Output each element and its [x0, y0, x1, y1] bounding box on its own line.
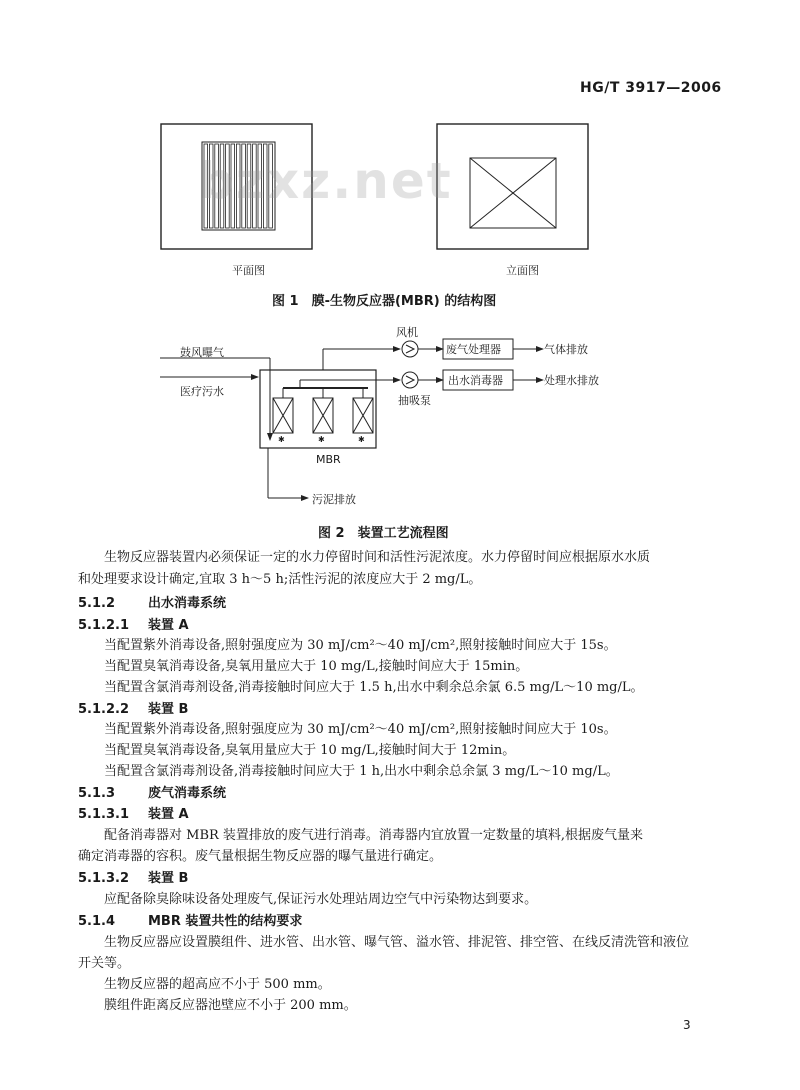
section-number: 5.1.2	[78, 596, 116, 611]
gas-device-a-line2: 确定消毒器的容积。废气量根据生物反应器的曝气量进行确定。	[78, 849, 443, 864]
freeboard-req: 生物反应器的超高应不小于 500 mm。	[104, 977, 331, 992]
pump-label: 抽吸泵	[398, 394, 431, 407]
sludge-outlet-label: 污泥排放	[312, 493, 356, 506]
section-5-1-3-heading	[78, 782, 226, 801]
section-title: 装置 B	[148, 702, 189, 717]
device-b-uv: 当配置紫外消毒设备,照射强度应为 30 mJ/cm²～40 mJ/cm²,照射接触时间应大于 10s。	[104, 722, 617, 737]
plan-view-label: 平面图	[232, 264, 265, 277]
gas-outlet-label: 气体排放	[544, 343, 588, 356]
watermark: bzxz.net	[198, 152, 453, 210]
figure-2-caption: 图 2 装置工艺流程图	[318, 526, 449, 541]
section-title: MBR 装置共性的结构要求	[148, 914, 303, 929]
section-number: 5.1.2.1	[78, 618, 129, 633]
gas-device-a-line1: 配备消毒器对 MBR 装置排放的废气进行消毒。消毒器内宜放置一定数量的填料,根据废气量来	[104, 828, 644, 843]
svg-text:✱: ✱	[358, 435, 365, 444]
section-number: 5.1.4	[78, 914, 116, 929]
page-number: 3	[683, 1018, 691, 1032]
device-a-uv: 当配置紫外消毒设备,照射强度应为 30 mJ/cm²～40 mJ/cm²,照射接触时间应大于 15s。	[104, 638, 617, 653]
standard-code: HG/T 3917—2006	[580, 80, 722, 96]
structure-req-line2: 开关等。	[78, 956, 131, 971]
svg-text:✱: ✱	[278, 435, 285, 444]
aeration-diffusers	[278, 435, 365, 444]
inlet-air-label: 鼓风曝气	[180, 346, 224, 359]
blower-symbol	[402, 341, 418, 357]
waste-gas-treater-label: 废气处理器	[446, 343, 501, 356]
paragraph-hrt-line2: 和处理要求设计确定,宜取 3 h～5 h;活性污泥的浓度应大于 2 mg/L。	[78, 572, 482, 587]
inlet-water-label: 医疗污水	[180, 385, 224, 398]
disinfector-label: 出水消毒器	[448, 374, 503, 387]
device-a-ozone: 当配置臭氧消毒设备,臭氧用量应大于 10 mg/L,接触时间应大于 15min。	[104, 659, 529, 674]
section-title: 装置 B	[148, 871, 189, 886]
section-5-1-2-1-heading	[78, 614, 189, 633]
section-5-1-3-2-heading	[78, 867, 188, 886]
section-title: 装置 A	[148, 618, 189, 633]
structure-req-line1: 生物反应器应设置膜组件、进水管、出水管、曝气管、溢水管、排泥管、排空管、在线反清洗管和液位	[104, 935, 690, 950]
section-number: 5.1.3.2	[78, 871, 129, 886]
device-a-chlorine: 当配置含氯消毒剂设备,消毒接触时间应大于 1.5 h,出水中剩余总余氯 6.5 mg/L～10 mg/L。	[104, 680, 644, 695]
section-number: 5.1.3.1	[78, 807, 129, 822]
device-b-ozone: 当配置臭氧消毒设备,臭氧用量应大于 10 mg/L,接触时间大于 12min。	[104, 743, 516, 758]
paragraph-hrt-line1: 生物反应器装置内必须保证一定的水力停留时间和活性污泥浓度。水力停留时间应根据原水水质	[104, 550, 651, 565]
elevation-view-label: 立面图	[506, 264, 539, 277]
device-b-chlorine: 当配置含氯消毒剂设备,消毒接触时间应大于 1 h,出水中剩余总余氯 3 mg/L～10 mg/L。	[104, 764, 619, 779]
mbr-label: MBR	[316, 453, 341, 466]
svg-text:✱: ✱	[318, 435, 325, 444]
section-5-1-2-2-heading	[78, 698, 188, 717]
section-title: 出水消毒系统	[148, 596, 227, 611]
section-number: 5.1.3	[78, 786, 116, 801]
blower-label: 风机	[396, 326, 418, 339]
pump-symbol	[402, 372, 418, 388]
section-5-1-4-heading	[78, 910, 302, 929]
section-number: 5.1.2.2	[78, 702, 129, 717]
elevation-view	[437, 124, 588, 249]
section-5-1-3-1-heading	[78, 803, 189, 822]
section-title: 装置 A	[148, 807, 189, 822]
gas-device-b: 应配备除臭除味设备处理废气,保证污水处理站周边空气中污染物达到要求。	[104, 892, 538, 907]
membrane-modules	[273, 388, 373, 433]
section-5-1-2-heading	[78, 592, 226, 611]
section-title: 废气消毒系统	[148, 786, 227, 801]
figure-1-caption: 图 1 膜-生物反应器(MBR) 的结构图	[272, 294, 497, 309]
water-outlet-label: 处理水排放	[544, 374, 599, 387]
module-distance-req: 膜组件距离反应器池壁应不小于 200 mm。	[104, 998, 357, 1013]
